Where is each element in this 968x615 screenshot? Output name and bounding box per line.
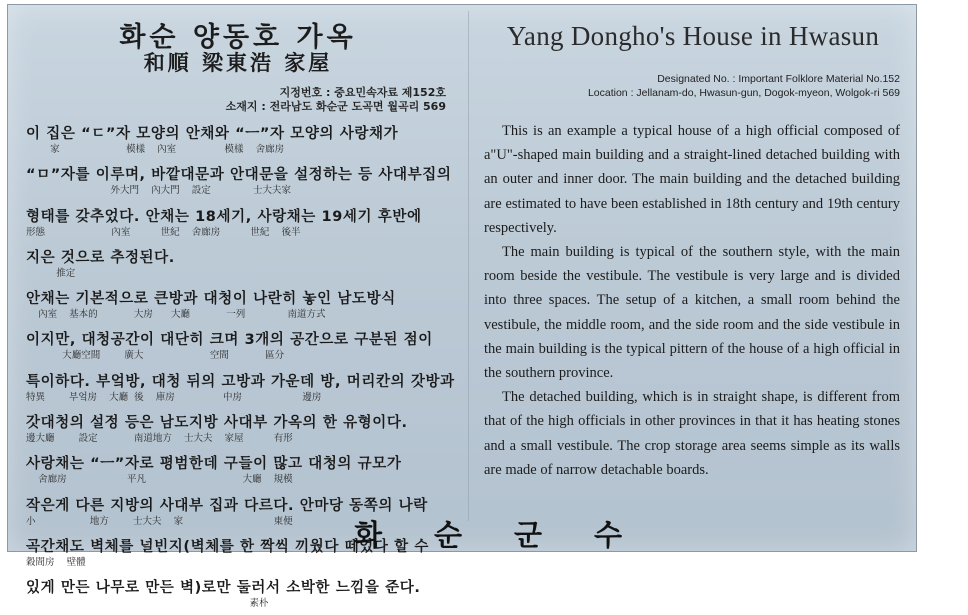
- korean-line: 작은게 다른 지방의 사대부 집과 다르다. 안마당 동쪽의 나락 小 地方 士大夫 家 東便: [26, 497, 428, 527]
- korean-title-hanja: 和順 梁東浩 家屋: [143, 50, 333, 75]
- korean-title: 화순 양동호 가옥: [119, 22, 357, 53]
- korean-line: 형태를 갖추었다. 안채는 18세기, 사랑채는 19세기 후반에 形態 內室 世紀 舍廊房 世紀 後半: [26, 208, 422, 238]
- korean-line: 지은 것으로 추정된다. 推定: [26, 249, 175, 279]
- korean-designation: 지정번호 : 중요민속자료 제152호: [279, 86, 446, 99]
- korean-line: 이지만, 대청공간이 대단히 크며 3개의 공간으로 구분된 점이 大廳空間 廣大 空間 區分: [26, 332, 433, 362]
- korean-line: 이 집은 “ㄷ”자 모양의 안채와 “ㅡ”자 모양의 사랑채가 家 模樣 內室 模樣 舍廊房: [26, 126, 399, 155]
- korean-line: 사랑채는 “ㅡ”자로 평범한데 구들이 많고 대청의 규모가 舍廊房 平凡 大廳 規模: [26, 456, 402, 486]
- korean-location: 소재지 : 전라남도 화순군 도곡면 월곡리 569: [225, 100, 446, 113]
- korean-line: 안채는 기본적으로 큰방과 대청이 나란히 놓인 남도방식 內室 基本的 大房 大廳 一列 南道方式: [26, 291, 396, 321]
- korean-line: 특이하다. 부엌방, 대청 뒤의 고방과 가운데 방, 머리칸의 갓방과 特異 부엌房 大廳 後 庫房 中房 邊房: [26, 373, 455, 403]
- english-title: Yang Dongho's House in Hwasun: [506, 21, 880, 51]
- information-sign: [7, 4, 917, 610]
- column-divider: [468, 11, 469, 521]
- korean-line: 곡간채도 벽체를 널빈지(벽체를 한 짝씩 끼웠다 떼었다 할 수 穀間房 壁體: [26, 538, 429, 568]
- issuer-signature: 화순군수: [353, 518, 675, 552]
- english-paragraph: The main building is typical of the southern style, with the main room beside the vestibule. The vestibule is very large and is divided into three spaces. The setup of a kitchen, a small room behind the vestibule, the middle room, and the side room and the side vestibule in the main building is the typical pittern of the house of a high official in the southern province.: [484, 244, 900, 382]
- korean-line: “ㅁ”자를 이루며, 바깥대문과 안대문을 설정하는 등 사대부집의 外大門 內大門 設定 士大夫家: [26, 167, 452, 197]
- english-designation: Designated No. : Important Folklore Material No.152: [657, 73, 900, 85]
- english-paragraph: This is an example a typical house of a high official composed of a"U"-shaped main building and a straight-lined detached building with an outer and inner door. The main building and the detached building are estimated to have been established in 18th century and 19th century respectively.: [484, 123, 900, 236]
- korean-line: 있게 만든 나무로 만든 벽)로만 둘러서 소박한 느낌을 준다. 素朴: [26, 580, 421, 610]
- english-location: Location : Jellanam-do, Hwasun-gun, Dogok-myeon, Wolgok-ri 569: [587, 87, 900, 99]
- english-body: [484, 119, 900, 482]
- english-paragraph: The detached building, which is in straight shape, is different from that of the high officials in other provinces in that it has heating stones and a small vestibule. The crop storage area seems simple as its walls are made of narrow detachable boards.: [484, 389, 900, 478]
- korean-line: 갓대청의 설정 등은 남도지방 사대부 가옥의 한 유형이다. 邊大廳 設定 南道地方 士大夫 家屋 有形: [26, 415, 408, 445]
